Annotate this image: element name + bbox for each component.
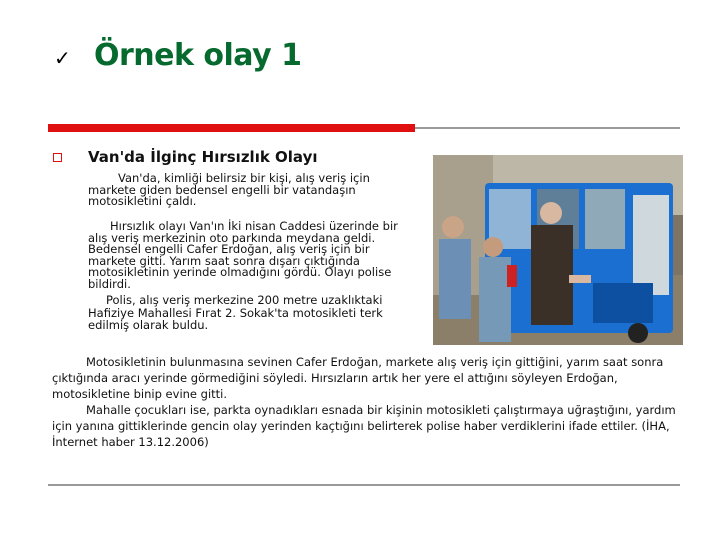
paragraph-1: Van'da, kimliği belirsiz bir kişi, alış veriş için markete giden bedensel engelli bir vatandaşın motosikletini çaldı. [88, 171, 370, 208]
title-divider-red [48, 124, 415, 132]
page-title: Örnek olay 1 [94, 38, 302, 73]
bottom-text [52, 354, 687, 450]
paragraph-5: Mahalle çocukları ise, parkta oynadıkları esnada bir kişinin motosikleti çalıştırmaya uğraştığını, yardım için yanına gittiklerinde gencin olay yerinden kaçtığını belirterek polise haber verdiklerini ifade ettiler. (İHA, İnternet haber 13.12.2006) [52, 403, 676, 449]
checkmark-icon: ✓ [54, 46, 71, 70]
news-photo-illustration [433, 155, 683, 345]
title-divider-gray [415, 127, 680, 129]
bottom-divider [48, 484, 680, 486]
paragraph-4: Motosikletinin bulunmasına sevinen Cafer Erdoğan, markete alış veriş için gittiğini, yarım saat sonra çıktığında aracı yerinde görmediğini söyledi. Hırsızların artık her yere el attığını söyleyen Erdoğan, motosikletine binip evine gitti. [52, 355, 664, 401]
paragraph-2: Hırsızlık olayı Van'ın İki nisan Caddesi üzerinde bir alış veriş merkezinin oto parkında meydana geldi. Bedensel engelli Cafer Erdoğan, alış veriş için bir markete gitti. Yarım saat sonra dışarı çıktığında motosikletinin yerinde olmadığını gördü. Olayı polise bildirdi. [88, 219, 398, 291]
news-photo [433, 155, 683, 345]
paragraph-3: Polis, alış veriş merkezine 200 metre uzaklıktaki Hafiziye Mahallesi Fırat 2. Sokak'ta motosikleti terk edilmiş olarak buldu. [88, 293, 383, 332]
square-bullet-icon [53, 153, 62, 162]
section-heading: Van'da İlginç Hırsızlık Olayı [88, 148, 318, 166]
